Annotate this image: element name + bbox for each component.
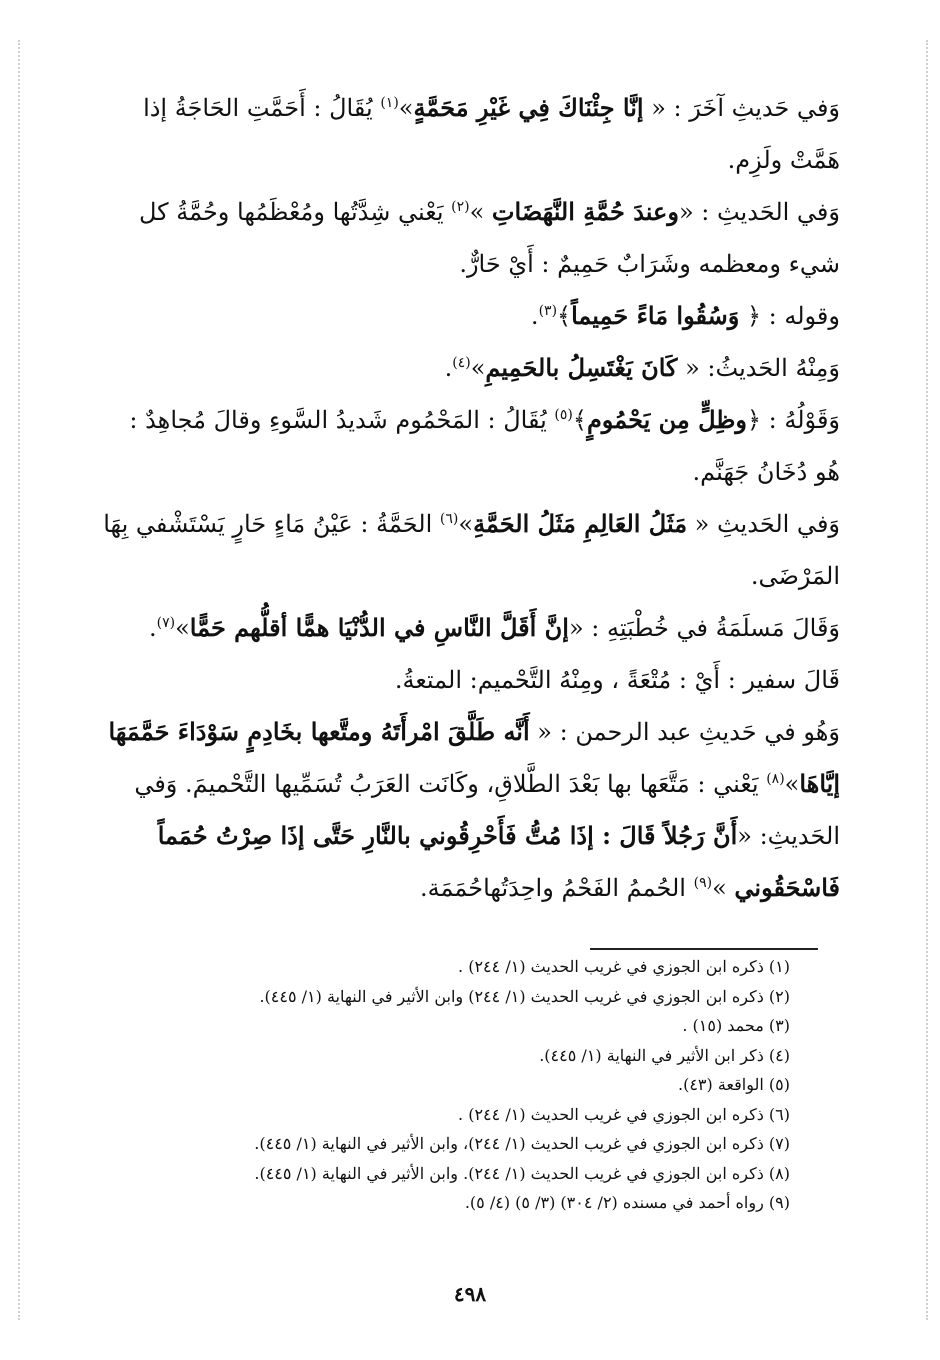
text-segment: قَالَ سفير : أَيْ : مُتْعَةً ، ومِنْهُ التَّحْميم: المتعةُ. (394, 666, 840, 694)
right-margin-dots (926, 40, 928, 1320)
footnote: (٢) ذكره ابن الجوزي في غريب الحديث (١/ ٢٤٤) وابن الأثير في النهاية (١/ ٤٤٥). (259, 986, 790, 1006)
paragraph (100, 342, 840, 394)
footnote-ref: (١) (380, 95, 399, 111)
footnote-separator (590, 948, 818, 950)
text-segment: وقوله : ﴿ (739, 302, 840, 330)
text-segment: وَفي الحَديثِ : « (678, 198, 840, 226)
text-segment: وَقَالَ مَسلَمَةُ في خُطْبَتِهِ : « (568, 614, 840, 642)
paragraph (100, 82, 840, 186)
paragraph (100, 602, 840, 654)
text-segment: يُقَالُ : أَحَمَّتِ الحَاجَةُ إذا هَمَّتْ ولَزِم. (143, 94, 840, 174)
paragraph (100, 498, 840, 602)
paragraph (100, 394, 840, 498)
footnote-ref: (٣) (538, 303, 558, 319)
text-segment: » (175, 614, 190, 642)
text-segment: ﴾ (572, 406, 587, 434)
text-segment: » (470, 354, 486, 382)
text-segment: » (784, 770, 800, 798)
text-segment: ﴾ (557, 302, 572, 330)
quoted-text: وظِلٍّ مِن يَحْمُومٍ (586, 405, 747, 434)
footnote-ref: (٨) (766, 771, 785, 787)
text-segment: . (530, 302, 539, 330)
paragraph (100, 290, 840, 342)
quoted-text: وَسُقُوا مَاءً حَمِيماً (571, 301, 740, 330)
footnote: (٧) ذكره ابن الجوزي في غريب الحديث (١/ ٢٤٤)، وابن الأثير في النهاية (١/ ٤٤٥). (254, 1134, 790, 1153)
footnote-ref: (٩) (693, 875, 713, 891)
text-segment: وَفي حَديثِ آخَرَ : « (643, 94, 840, 122)
quoted-text: إنَّ أَقَلَّ النَّاسِ في الدُّنْيَا همًّا أقلُّهم حَمًّا (189, 613, 569, 642)
text-segment: وَفي الحَديثِ « (687, 510, 840, 538)
footnote: (٨) ذكره ابن الجوزي في غريب الحديث (١/ ٢٤٤). وابن الأثير في النهاية (١/ ٤٤٥). (254, 1163, 790, 1183)
text-segment: يُقَالُ : المَحْمُوم شَديدُ السَّوءِ وقالَ مُجاهِدٌ : هُو دُخَانُ جَهَنَّم. (129, 406, 840, 486)
text-segment: . (148, 614, 157, 642)
text-segment: وَهُو في حَديثِ عبد الرحمن : « (529, 718, 840, 746)
paragraph (100, 706, 840, 914)
footnote-ref: (٦) (439, 511, 459, 527)
page-number: ٤٩٨ (453, 1282, 487, 1306)
quoted-text: أَنَّه طَلَّقَ امْرأَتَهُ ومتَّعها بخَادِمٍ سَوْدَاءَ حَمَّمَهَا إيَّاهَا (108, 717, 840, 798)
paragraph (100, 654, 840, 706)
footnote: (٣) محمد (١٥) . (682, 1016, 790, 1035)
quoted-text: كَانَ يَغْتَسِلُ بالحَمِيمِ (485, 353, 678, 382)
footnote: (٩) رواه أحمد في مسنده (٢/ ٣٠٤) (٣/ ٥) (٤/ ٥). (464, 1193, 790, 1212)
footnote: (٦) ذكره ابن الجوزي في غريب الحديث (١/ ٢٤٤) . (458, 1104, 790, 1124)
text-segment: الحَمَّةُ : عَيْنُ مَاءٍ حَارٍ يَسْتَشْفي بِهَا المَرْضَى. (103, 510, 840, 590)
footnote: (٤) ذكر ابن الأثير في النهاية (١/ ٤٤٥). (539, 1045, 790, 1065)
quoted-text: وعندَ حُمَّةِ النَّهَضَاتِ (491, 197, 679, 226)
text-segment: » (458, 510, 474, 538)
text-segment: » (469, 198, 492, 226)
quoted-text: مَثَلُ العَالِمِ مَثَلُ الحَمَّةِ (473, 509, 688, 538)
text-segment: » (398, 94, 414, 122)
text-segment: الحُممُ الفَحْمُ واحِدَتُهاحُمَمَة. (419, 874, 694, 902)
text-segment: وَقَوْلُهُ : ﴿ (746, 406, 840, 434)
text-segment: يَعْني شِدَّتُها ومُعْظَمُها وحُمَّةُ كل شيء ومعظمه وشَرَابٌ حَمِيمٌ : أَيْ حَارٌّ. (138, 198, 840, 278)
footnote: (٥) الواقعة (٤٣). (678, 1075, 790, 1094)
text-segment: يَعْني : مَتَّعَها بها بَعْدَ الطَّلاقِ، وكَانَت العَرَبُ تُسَمِّيها التَّحْميمَ. وَفي الحَديثِ: « (134, 770, 840, 850)
text-segment: وَمِنْهُ الحَديثُ: « (677, 354, 840, 382)
footnote-ref: (٧) (156, 615, 176, 631)
left-margin-dots (18, 40, 20, 1320)
quoted-text: أَنَّ رَجُلاً قَالَ : إذَا مُتُّ فَأَحْرِقُوني بالنَّارِ حَتَّى إذَا صِرْتُ حُمَماً فَاسْحَقُوني (157, 821, 840, 902)
footnotes (100, 952, 790, 1218)
footnote-ref: (٢) (451, 199, 470, 215)
footnote: (١) ذكره ابن الجوزي في غريب الحديث (١/ ٢٤٤) . (458, 957, 790, 976)
quoted-text: إنَّا جِئْنَاكَ فِي غَيْرِ مَحَمَّةٍ (413, 93, 644, 122)
text-segment: . (444, 354, 453, 382)
footnote-ref: (٥) (554, 407, 573, 423)
paragraph (100, 186, 840, 290)
body-text (100, 82, 840, 914)
footnote-ref: (٤) (452, 355, 471, 371)
text-segment: » (712, 874, 735, 902)
